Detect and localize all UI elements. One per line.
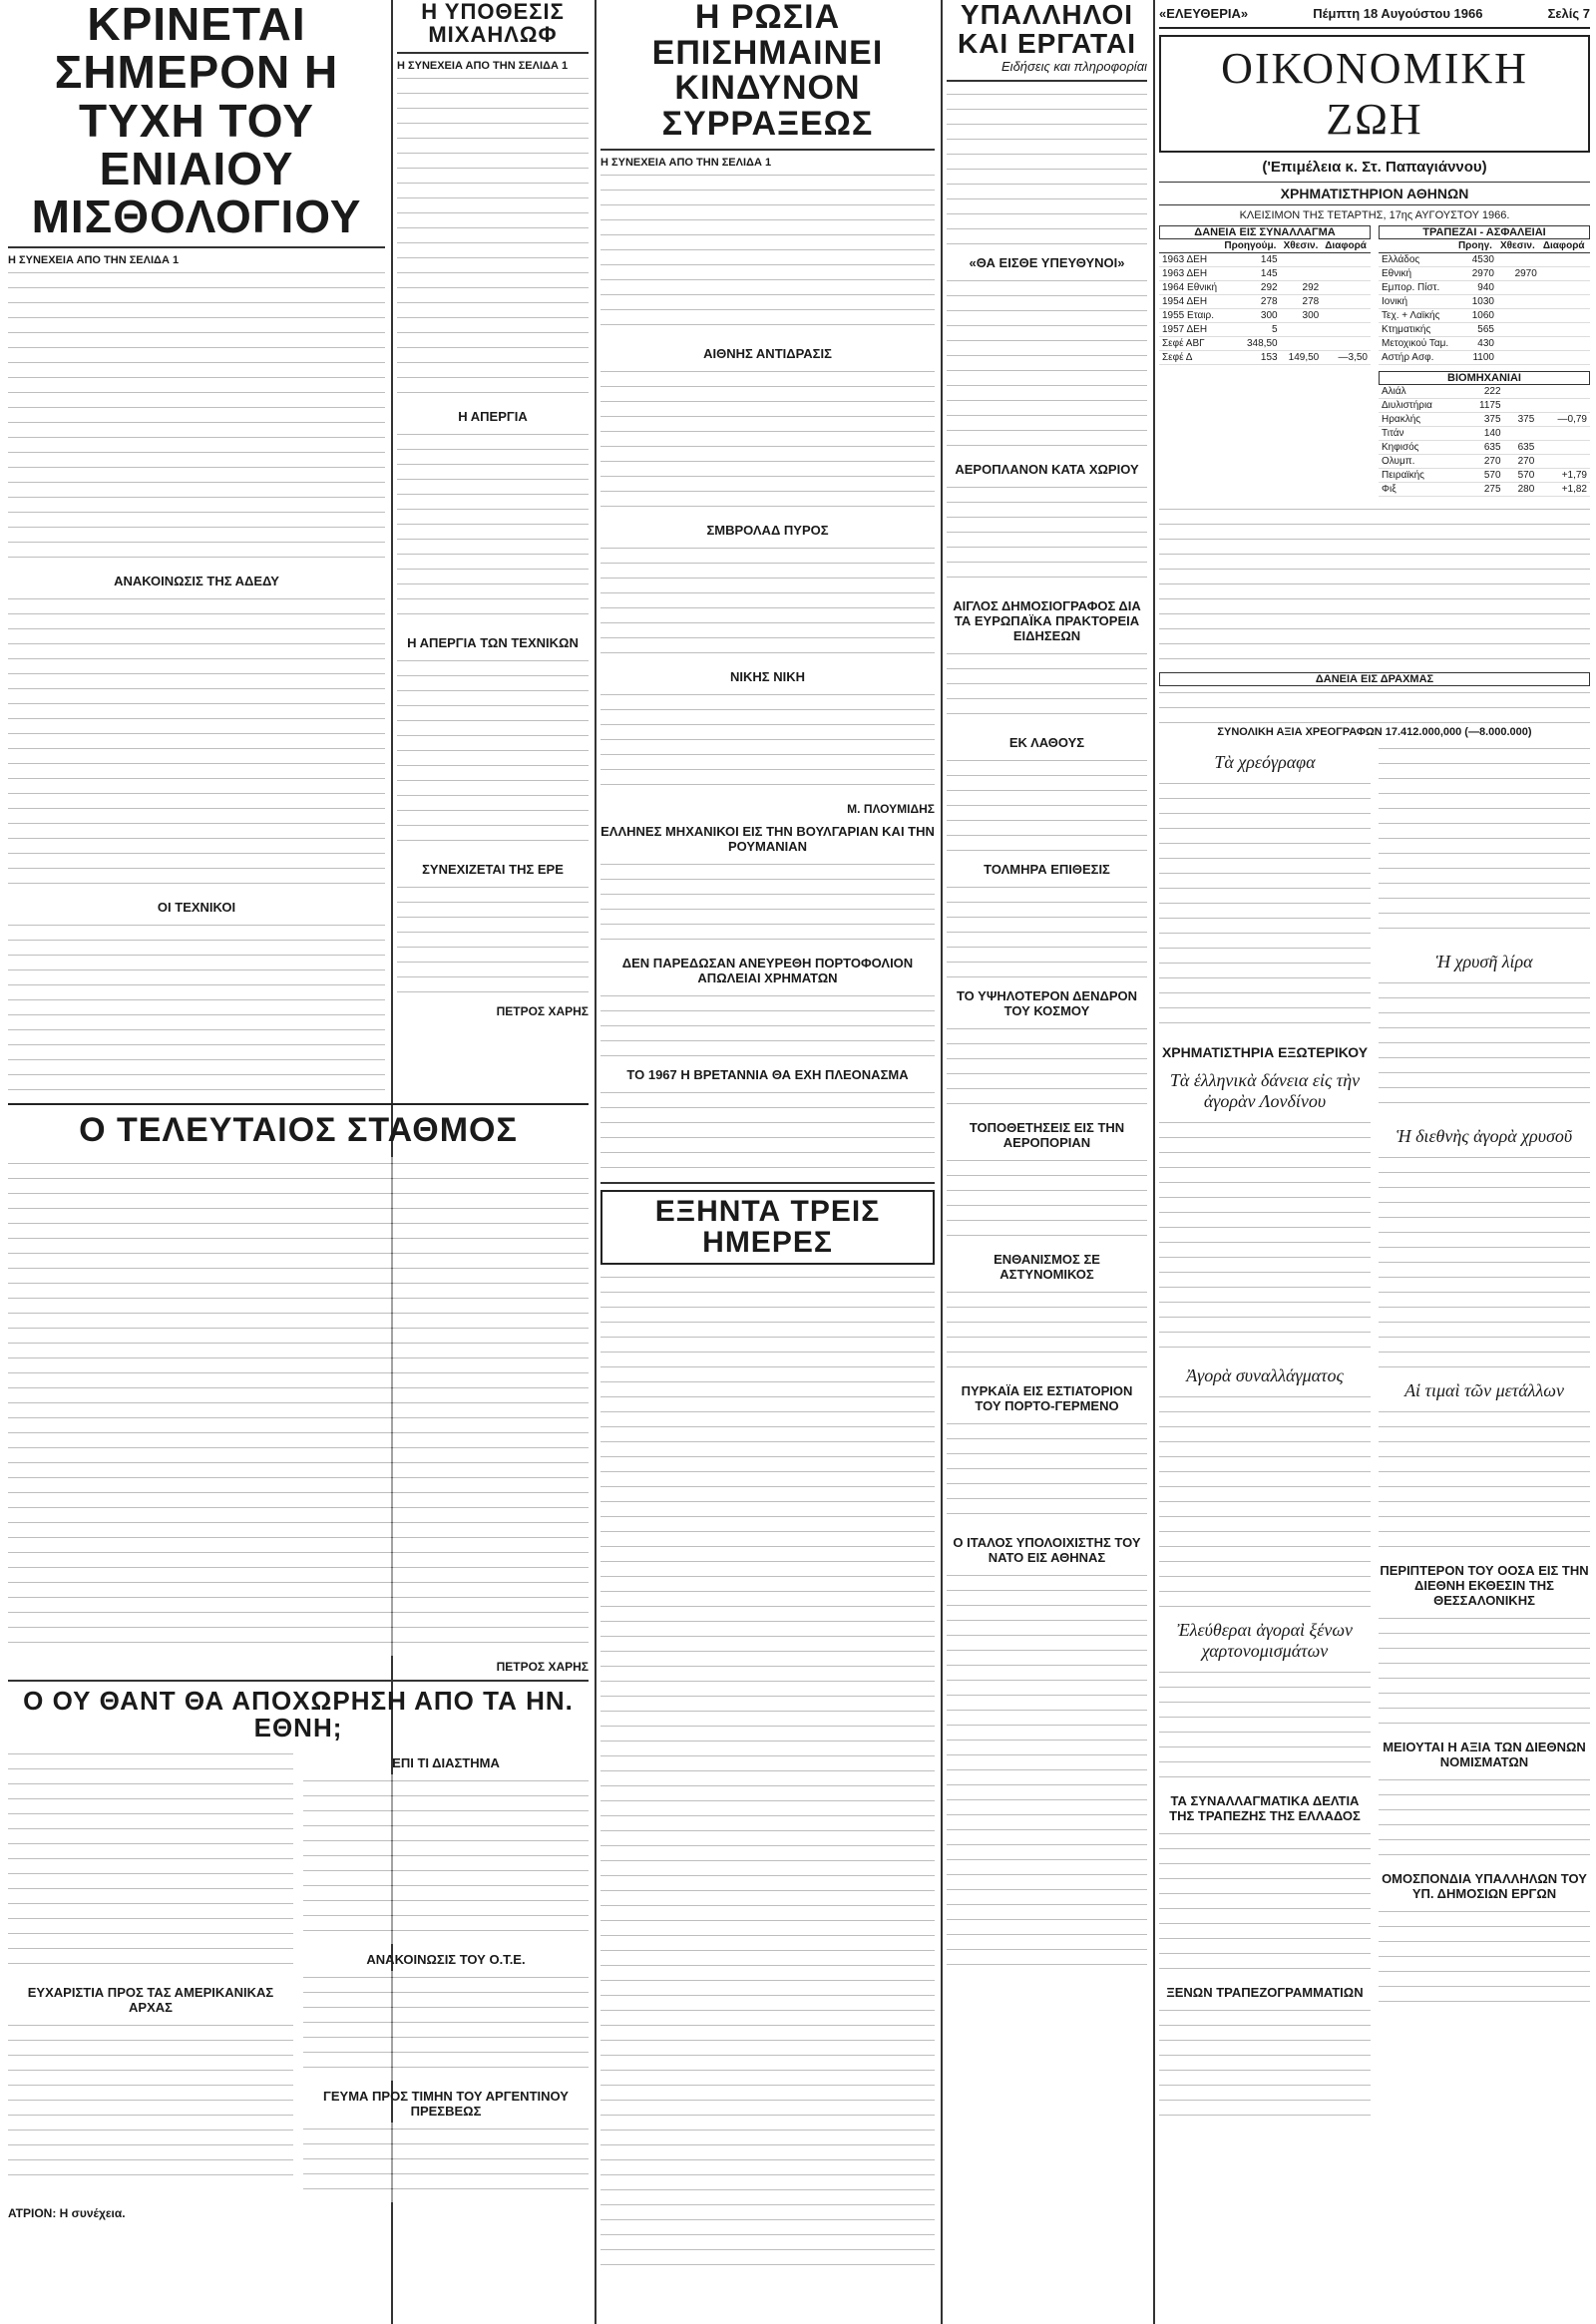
table-cell xyxy=(1537,441,1590,455)
table-cell: Τιτάν xyxy=(1379,427,1463,441)
article-body xyxy=(947,88,1147,247)
table-cell xyxy=(1537,399,1590,413)
table-cell: Τεχ. + Λαϊκής xyxy=(1379,309,1455,323)
table-cell: 2970 xyxy=(1455,267,1497,281)
article-body xyxy=(8,2019,293,2178)
article-body xyxy=(397,881,589,1000)
table-cell xyxy=(1540,309,1590,323)
article-body xyxy=(1159,1116,1371,1356)
article-body xyxy=(1159,1666,1371,1785)
exchange-title: ΧΡΗΜΑΤΙΣΤΗΡΙΟΝ ΑΘΗΝΩΝ xyxy=(1159,182,1590,205)
table-continued xyxy=(1159,503,1590,672)
table-cell: 1963 ΔΕΗ xyxy=(1159,267,1221,281)
table-row xyxy=(1159,267,1371,281)
masthead xyxy=(1159,0,1590,29)
table-row xyxy=(1379,351,1590,365)
subheading: ΕΠΙ ΤΙ ΔΙΑΣΤΗΜΑ xyxy=(392,1755,500,1771)
paper-name: «ΕΛΕΥΘΕΡΙΑ» xyxy=(1159,6,1249,21)
table-cell xyxy=(1322,281,1371,295)
stock-tables xyxy=(1159,225,1590,497)
table-row xyxy=(1379,281,1590,295)
subheading: ΤΟΛΜΗΡΑ ΕΠΙΘΕΣΙΣ xyxy=(984,861,1110,877)
table-cell: 145 xyxy=(1221,267,1280,281)
table-cell: 1030 xyxy=(1455,295,1497,309)
page-number: Σελίς 7 xyxy=(1547,6,1590,21)
table-row xyxy=(1379,399,1590,413)
table-row xyxy=(1379,385,1590,399)
table-cell xyxy=(1497,253,1540,267)
subheading: Η ΑΠΕΡΓΙΑ ΤΩΝ ΤΕΧΝΙΚΩΝ xyxy=(407,635,579,651)
subheading: ΑΕΡΟΠΛΑΝΟΝ ΚΑΤΑ ΧΩΡΙΟΥ xyxy=(955,461,1139,477)
subheading: ΓΕΥΜΑ ΠΡΟΣ ΤΙΜΗΝ ΤΟΥ ΑΡΓΕΝΤΙΝΟΥ ΠΡΕΣΒΕΩΣ xyxy=(323,2089,569,2120)
table-cell: Κηφισός xyxy=(1379,441,1463,455)
subheading: ΑΝΑΚΟΙΝΩΣΙΣ ΤΟΥ Ο.Τ.Ε. xyxy=(366,1952,526,1968)
subheading: ΑΝΑΚΟΙΝΩΣΙΣ ΤΗΣ ΑΔΕΔΥ xyxy=(114,574,279,589)
table-row xyxy=(1159,281,1371,295)
article-body xyxy=(397,428,589,627)
article-body xyxy=(397,654,589,854)
table-cell: Ολυμπ. xyxy=(1379,455,1463,469)
table-row xyxy=(1159,309,1371,323)
table-cell xyxy=(1322,253,1371,267)
table-cell xyxy=(1322,267,1371,281)
table-cell: 280 xyxy=(1504,483,1538,497)
table-cell: 348,50 xyxy=(1221,337,1280,351)
article-body xyxy=(8,266,385,566)
article-body xyxy=(303,1971,589,2081)
table-cell: 300 xyxy=(1221,309,1280,323)
article-body xyxy=(600,365,935,515)
table-cell: —0,79 xyxy=(1537,413,1590,427)
article-body xyxy=(303,1774,589,1944)
closing-note: ΑΤΡΙΟΝ: Η συνέχεια. xyxy=(8,2206,126,2221)
table-cell: 278 xyxy=(1221,295,1280,309)
article-body xyxy=(8,919,385,1097)
subheading: Αἱ τιμαὶ τῶν μετάλλων xyxy=(1404,1380,1564,1400)
table-cell: 1957 ΔΕΗ xyxy=(1159,323,1221,337)
table-cell xyxy=(1497,323,1540,337)
table-header-cell: Προηγούμ. xyxy=(1221,239,1280,253)
continued-label: Η ΣΥΝΕΧΕΙΑ ΑΠΟ ΤΗΝ ΣΕΛΙΔΑ 1 xyxy=(397,60,569,73)
column-1 xyxy=(8,0,385,1097)
table-cell xyxy=(1497,351,1540,365)
bottom-stories xyxy=(8,1103,589,2322)
table-cell: 145 xyxy=(1221,253,1280,267)
table-cell: 430 xyxy=(1455,337,1497,351)
section-title: ΟΙΚΟΝΟΜΙΚΗ ΖΩΗ xyxy=(1159,35,1590,153)
subheading: ΧΡΗΜΑΤΙΣΤΗΡΙΑ ΕΞΩΤΕΡΙΚΟΥ xyxy=(1161,1044,1369,1060)
table-cell: 565 xyxy=(1455,323,1497,337)
table-cell: 1964 Εθνική xyxy=(1159,281,1221,295)
table-cell: 1955 Εταιρ. xyxy=(1159,309,1221,323)
table-cell xyxy=(1540,295,1590,309)
table-cell xyxy=(1540,351,1590,365)
headline-last-station: Ο ΤΕΛΕΥΤΑΙΟΣ ΣΤΑΘΜΟΣ xyxy=(79,1111,518,1149)
table-row xyxy=(1379,483,1590,497)
table-cell: 300 xyxy=(1281,309,1323,323)
table-cell: 635 xyxy=(1504,441,1538,455)
table-cell: —3,50 xyxy=(1322,351,1371,365)
table-cell: Πειραϊκής xyxy=(1379,469,1463,483)
column-2 xyxy=(397,0,589,1097)
headline-michailof: Η ΥΠΟΘΕΣΙΣ ΜΙΧΑΗΛΩΦ xyxy=(421,0,565,48)
table-cell: +1,82 xyxy=(1537,483,1590,497)
table-cell xyxy=(1504,399,1538,413)
article-body xyxy=(947,647,1147,727)
table-cell xyxy=(1540,281,1590,295)
table-cell: Ηρακλής xyxy=(1379,413,1463,427)
table-row xyxy=(1159,351,1371,365)
table-cell xyxy=(1537,427,1590,441)
table-cell: Ιονική xyxy=(1379,295,1455,309)
table-cell: Ελλάδος xyxy=(1379,253,1455,267)
table-cell xyxy=(1322,309,1371,323)
table-header-cell xyxy=(1159,239,1221,253)
table-row xyxy=(1159,323,1371,337)
table-header-cell xyxy=(1379,239,1455,253)
article-body xyxy=(947,881,1147,980)
article-body xyxy=(947,1286,1147,1375)
table-cell xyxy=(1540,253,1590,267)
table-cell: 1100 xyxy=(1455,351,1497,365)
article-body xyxy=(947,1022,1147,1112)
table-cell: 375 xyxy=(1504,413,1538,427)
article-body xyxy=(1379,742,1590,942)
headline-63-days: ΕΞΗΝΤΑ ΤΡΕΙΣ ΗΜΕΡΕΣ xyxy=(600,1190,935,1265)
article-body xyxy=(8,1747,293,1977)
table-header-cell: Διαφορά xyxy=(1322,239,1371,253)
table-cell xyxy=(1537,455,1590,469)
table-cell xyxy=(1281,253,1323,267)
table-cell: 292 xyxy=(1221,281,1280,295)
table-cell xyxy=(1497,281,1540,295)
article-body xyxy=(1379,1405,1590,1555)
article-body xyxy=(1379,1612,1590,1732)
article-body xyxy=(1379,1151,1590,1370)
news-box-title: ΤΟΠΟΘΕΤΗΣΕΙΣ ΕΙΣ ΤΗΝ ΑΕΡΟΠΟΡΙΑΝ xyxy=(969,1119,1125,1150)
table-cell xyxy=(1504,385,1538,399)
news-box-title: ΤΟ 1967 Η ΒΡΕΤΑΝΝΙΑ ΘΑ ΕΧΗ ΠΛΕΟΝΑΣΜΑ xyxy=(626,1066,909,1082)
article-body xyxy=(397,72,589,401)
article-body xyxy=(8,592,385,892)
article-body xyxy=(8,1157,589,1656)
table-cell xyxy=(1537,385,1590,399)
table-row xyxy=(1379,267,1590,281)
loans-drachma-title: ΔΑΝΕΙΑ ΕΙΣ ΔΡΑΧΜΑΣ xyxy=(1159,672,1590,686)
table-row xyxy=(1379,427,1590,441)
subheading: ΜΕΙΟΥΤΑΙ Η ΑΞΙΑ ΤΩΝ ΔΙΕΘΝΩΝ ΝΟΜΙΣΜΑΤΩΝ xyxy=(1383,1740,1586,1769)
banks-table xyxy=(1379,239,1590,365)
table-cell: Εθνική xyxy=(1379,267,1455,281)
total-value: ΣΥΝΟΛΙΚΗ ΑΞΙΑ ΧΡΕΟΓΡΑΦΩΝ 17.412.000,000 (—8.000.000) xyxy=(1217,726,1532,738)
table-cell xyxy=(1540,267,1590,281)
subheading: ΑΙΘΝΗΣ ΑΝΤΙΔΡΑΣΙΣ xyxy=(703,345,832,361)
table-cell: Σεφέ ΑΒΓ xyxy=(1159,337,1221,351)
table-cell: +1,79 xyxy=(1537,469,1590,483)
continued-label: Η ΣΥΝΕΧΕΙΑ ΑΠΟ ΤΗΝ ΣΕΛΙΔΑ 1 xyxy=(600,156,772,169)
table-row xyxy=(1379,455,1590,469)
table-cell xyxy=(1281,337,1323,351)
article-body xyxy=(947,274,1147,454)
table-row xyxy=(1379,441,1590,455)
table-cell: 278 xyxy=(1281,295,1323,309)
table-cell: 270 xyxy=(1504,455,1538,469)
table-cell: 375 xyxy=(1463,413,1504,427)
article-body xyxy=(600,542,935,661)
table-row xyxy=(1159,337,1371,351)
table-header-cell: Προηγ. xyxy=(1455,239,1497,253)
economy-lower xyxy=(1159,742,1590,2124)
section-tag: Ειδήσεις και πληροφορίαι xyxy=(1001,58,1147,74)
news-box-title: ΠΥΡΚΑΪΑ ΕΙΣ ΕΣΤΙΑΤΟΡΙΟΝ ΤΟΥ ΠΟΡΤΟ-ΓΕΡΜΕΝΟ xyxy=(961,1382,1133,1413)
subheading: ΕΚ ΛΑΘΟΥΣ xyxy=(1008,734,1085,750)
table-row xyxy=(1379,295,1590,309)
table-row xyxy=(1379,253,1590,267)
byline: ΠΕΤΡΟΣ ΧΑΡΗΣ xyxy=(496,1004,589,1019)
table-cell: 2970 xyxy=(1497,267,1540,281)
news-box-title: ΔΕΝ ΠΑΡΕΔΩΣΑΝ ΑΝΕΥΡΕΘΗ ΠΟΡΤΟΦΟΛΙΟΝ ΑΠΩΛΕΙΑΙ ΧΡΗΜΑΤΩΝ xyxy=(621,955,914,985)
table-cell: 570 xyxy=(1463,469,1504,483)
article-body xyxy=(1379,1905,1590,2005)
table-cell xyxy=(1322,295,1371,309)
table-cell: 153 xyxy=(1221,351,1280,365)
table-cell: 275 xyxy=(1463,483,1504,497)
article-body xyxy=(947,1569,1147,1968)
headline-mistologio: ΚΡΙΝΕΤΑΙ ΣΗΜΕΡΟΝ Η ΤΥΧΗ ΤΟΥ ΕΝΙΑΙΟΥ ΜΙΣΘΟΛΟΓΙΟΥ xyxy=(31,0,362,243)
table-cell: 1954 ΔΕΗ xyxy=(1159,295,1221,309)
table-loans-fx: ΔΑΝΕΙΑ ΕΙΣ ΣΥΝΑΛΛΑΓΜΑ Προηγούμ. Χθεσιν. Διαφορά 1963 ΔΕΗ 145 1963 ΔΕΗ 145 1964 Εθνική 292 292 1954 ΔΕΗ 278 278 1955 Εταιρ. 300 300 1957 ΔΕΗ 5 Σεφέ ΑΒΓ 348,50 Σεφέ Δ 153 149,50 —3,50 xyxy=(1159,225,1371,497)
news-box-title: Ο ΙΤΑΛΟΣ ΥΠΟΛΟΙΧΙΣΤΗΣ ΤΟΥ ΝΑΤΟ ΕΙΣ ΑΘΗΝΑΣ xyxy=(953,1534,1141,1565)
table-cell: 149,50 xyxy=(1281,351,1323,365)
table-row xyxy=(1379,469,1590,483)
table-cell: Αλιάλ xyxy=(1379,385,1463,399)
subheading: ΠΕΡΙΠΤΕΡΟΝ ΤΟΥ ΟΟΣΑ ΕΙΣ ΤΗΝ ΔΙΕΘΝΗ ΕΚΘΕΣΙΝ ΤΗΣ ΘΕΣΣΑΛΟΝΙΚΗΣ xyxy=(1380,1563,1589,1608)
closing-note: ΚΛΕΙΣΙΜΟΝ ΤΗΣ ΤΕΤΑΡΤΗΣ, 17ης ΑΥΓΟΥΣΤΟΥ 1966. xyxy=(1239,209,1510,221)
table-cell: Σεφέ Δ xyxy=(1159,351,1221,365)
table-cell xyxy=(1540,337,1590,351)
column-4 xyxy=(947,0,1147,2324)
table-banks: ΤΡΑΠΕΖΑΙ - ΑΣΦΑΛΕΙΑΙ Προηγ. Χθεσιν. Διαφορά Ελλάδος 4530 Εθνική 2970 2970 Εμπορ. Πίστ. 940 Ιονική 1030 Τεχ. + Λαϊκής 1060 Κτηματικής 565 Μετοχικού Ταμ. 430 Αστήρ Ασφ. 1100 ΒΙΟΜΗΧΑΝΙΑΙ Αλιάλ 222 Διυλιστήρια 1175 Ηρακλής 375 375 —0,79 Τιτάν 140 Κηφισός 635 635 Ολυμπ. 270 270 Πειραϊκής 570 570 +1,79 Φιξ 275 280 +1,82 xyxy=(1379,225,1590,497)
byline: ΠΕΤΡΟΣ ΧΑΡΗΣ xyxy=(496,1659,589,1674)
article-body xyxy=(947,481,1147,590)
table-row xyxy=(1159,253,1371,267)
subheading: ΝΙΚΗΣ ΝΙΚΗ xyxy=(730,668,805,684)
news-box-title: ΕΝΘΑΝΙΣΜΟΣ ΣΕ ΑΣΤΥΝΟΜΙΚΟΣ xyxy=(994,1251,1100,1282)
article-body xyxy=(600,688,935,798)
subheading: Ἐλεύθεραι ἀγοραὶ ξένων χαρτονομισμάτων xyxy=(1176,1620,1354,1661)
subheading: ΕΥΧΑΡΙΣΤΙΑ ΠΡΟΣ ΤΑΣ ΑΜΕΡΙΚΑΝΙΚΑΣ ΑΡΧΑΣ xyxy=(27,1985,274,2016)
subheading: ΟΜΟΣΠΟΝΔΙΑ ΥΠΑΛΛΗΛΩΝ ΤΟΥ ΥΠ. ΔΗΜΟΣΙΩΝ ΕΡΓΩΝ xyxy=(1382,1871,1587,1901)
subheading: Τὰ χρεόγραφα xyxy=(1214,752,1316,772)
table-cell: 4530 xyxy=(1455,253,1497,267)
table-header-cell: Χθεσιν. xyxy=(1281,239,1323,253)
continued-label: Η ΣΥΝΕΧΕΙΑ ΑΠΟ ΤΗΝ ΣΕΛΙΔΑ 1 xyxy=(8,254,180,267)
article-body xyxy=(600,858,935,948)
subheading: Τὰ ἑλληνικὰ δάνεια εἰς τὴν ἀγορὰν Λονδίνου xyxy=(1169,1070,1361,1111)
subheading: ΣΥΝΕΧΙΖΕΤΑΙ ΤΗΣ ΕΡΕ xyxy=(422,862,564,878)
article-body xyxy=(947,1154,1147,1244)
table-cell: 635 xyxy=(1463,441,1504,455)
table-cell: Κτηματικής xyxy=(1379,323,1455,337)
table-cell: Αστήρ Ασφ. xyxy=(1379,351,1455,365)
table-row xyxy=(1159,295,1371,309)
table-cell xyxy=(1322,337,1371,351)
article-body xyxy=(947,754,1147,854)
article-body xyxy=(1159,2004,1371,2124)
table-cell: Διυλιστήρια xyxy=(1379,399,1463,413)
article-body xyxy=(1379,1773,1590,1863)
table-cell: 1963 ΔΕΗ xyxy=(1159,253,1221,267)
article-body xyxy=(600,1271,935,2268)
subheading: Ἀγορὰ συναλλάγματος xyxy=(1186,1365,1344,1385)
table-cell xyxy=(1281,323,1323,337)
headline-u-thant: Ο ΟΥ ΘΑΝΤ ΘΑ ΑΠΟΧΩΡΗΣΗ ΑΠΟ ΤΑ ΗΝ. ΕΘΝΗ; xyxy=(23,1685,574,1743)
news-box-title: ΑΙΓΛΟΣ ΔΗΜΟΣΙΟΓΡΑΦΟΣ ΔΙΑ ΤΑ ΕΥΡΩΠΑΪΚΑ ΠΡΑΚΤΟΡΕΙΑ ΕΙΔΗΣΕΩΝ xyxy=(953,597,1141,643)
table-cell: Φιξ xyxy=(1379,483,1463,497)
table-cell: 292 xyxy=(1281,281,1323,295)
subheading: ΟΙ ΤΕΧΝΙΚΟΙ xyxy=(157,900,236,916)
table-cell xyxy=(1504,427,1538,441)
subheading: «ΘΑ ΕΙΣΘΕ ΥΠΕΥΘΥΝΟΙ» xyxy=(969,254,1125,270)
article-body xyxy=(1379,976,1590,1116)
table-cell xyxy=(1497,309,1540,323)
column-economy xyxy=(1159,0,1590,2324)
table-cell: Εμπορ. Πίστ. xyxy=(1379,281,1455,295)
table-header-cell: Χθεσιν. xyxy=(1497,239,1540,253)
table-cell: 570 xyxy=(1504,469,1538,483)
table-row xyxy=(1379,413,1590,427)
news-box-title: ΕΛΛΗΝΕΣ ΜΗΧΑΝΙΚΟΙ ΕΙΣ ΤΗΝ ΒΟΥΛΓΑΡΙΑΝ ΚΑΙ ΤΗΝ ΡΟΥΜΑΝΙΑΝ xyxy=(600,823,935,854)
table-cell xyxy=(1281,267,1323,281)
column-3 xyxy=(600,0,935,2324)
section-editor: ('Επιμέλεια κ. Στ. Παπαγιάννου) xyxy=(1262,159,1487,176)
table-row xyxy=(1379,337,1590,351)
subheading: Ἡ χρυσῆ λίρα xyxy=(1435,952,1533,971)
article-body xyxy=(947,1417,1147,1527)
article-body xyxy=(303,2123,589,2202)
table-cell: 5 xyxy=(1221,323,1280,337)
article-body xyxy=(600,169,935,338)
table-cell xyxy=(1322,323,1371,337)
table-cell: 1175 xyxy=(1463,399,1504,413)
article-body xyxy=(600,989,935,1059)
table-row xyxy=(1379,323,1590,337)
column-rule xyxy=(941,0,943,2324)
subheading: ΞΕΝΩΝ ΤΡΑΠΕΖΟΓΡΑΜΜΑΤΙΩΝ xyxy=(1166,1985,1364,2000)
table-cell: Μετοχικού Ταμ. xyxy=(1379,337,1455,351)
table-cell: 1060 xyxy=(1455,309,1497,323)
table-cell xyxy=(1497,295,1540,309)
headline-employees: ΥΠΑΛΛΗΛΟΙ ΚΑΙ ΕΡΓΑΤΑΙ xyxy=(957,0,1137,60)
loans-fx-table xyxy=(1159,239,1371,365)
table-cell: 222 xyxy=(1463,385,1504,399)
article-body xyxy=(1159,1827,1371,1977)
industries-table xyxy=(1379,385,1590,497)
table-header-cell: Διαφορά xyxy=(1540,239,1590,253)
table-body xyxy=(1159,686,1590,726)
subheading: Ἡ διεθνὴς ἀγορὰ χρυσοῦ xyxy=(1396,1126,1573,1146)
table-cell: 140 xyxy=(1463,427,1504,441)
article-body xyxy=(600,1086,935,1176)
news-box-title: ΤΟ ΥΨΗΛΟΤΕΡΟΝ ΔΕΝΔΡΟΝ ΤΟΥ ΚΟΣΜΟΥ xyxy=(956,987,1138,1018)
table-row xyxy=(1379,309,1590,323)
column-rule xyxy=(595,0,597,2324)
table-cell xyxy=(1497,337,1540,351)
byline: Μ. ΠΛΟΥΜΙΔΗΣ xyxy=(847,801,935,816)
article-body xyxy=(1159,777,1371,1036)
table-cell: 270 xyxy=(1463,455,1504,469)
subheading: ΤΑ ΣΥΝΑΛΛΑΓΜΑΤΙΚΑ ΔΕΛΤΙΑ ΤΗΣ ΤΡΑΠΕΖΗΣ ΤΗΣ ΕΛΛΑΔΟΣ xyxy=(1169,1793,1361,1823)
subheading: Η ΑΠΕΡΓΙΑ xyxy=(458,409,528,425)
issue-date: Πέμπτη 18 Αυγούστου 1966 xyxy=(1313,6,1483,21)
subheading: ΣΜΒΡΟΛΑΔ ΠΥΡΟΣ xyxy=(706,522,829,538)
table-cell xyxy=(1540,323,1590,337)
headline-russia: Η ΡΩΣΙΑ ΕΠΙΣΗΜΑΙΝΕΙ ΚΙΝΔΥΝΟΝ ΣΥΡΡΑΞΕΩΣ xyxy=(651,0,884,144)
article-body xyxy=(1159,1390,1371,1610)
column-rule xyxy=(1153,0,1155,2324)
table-cell: 940 xyxy=(1455,281,1497,295)
